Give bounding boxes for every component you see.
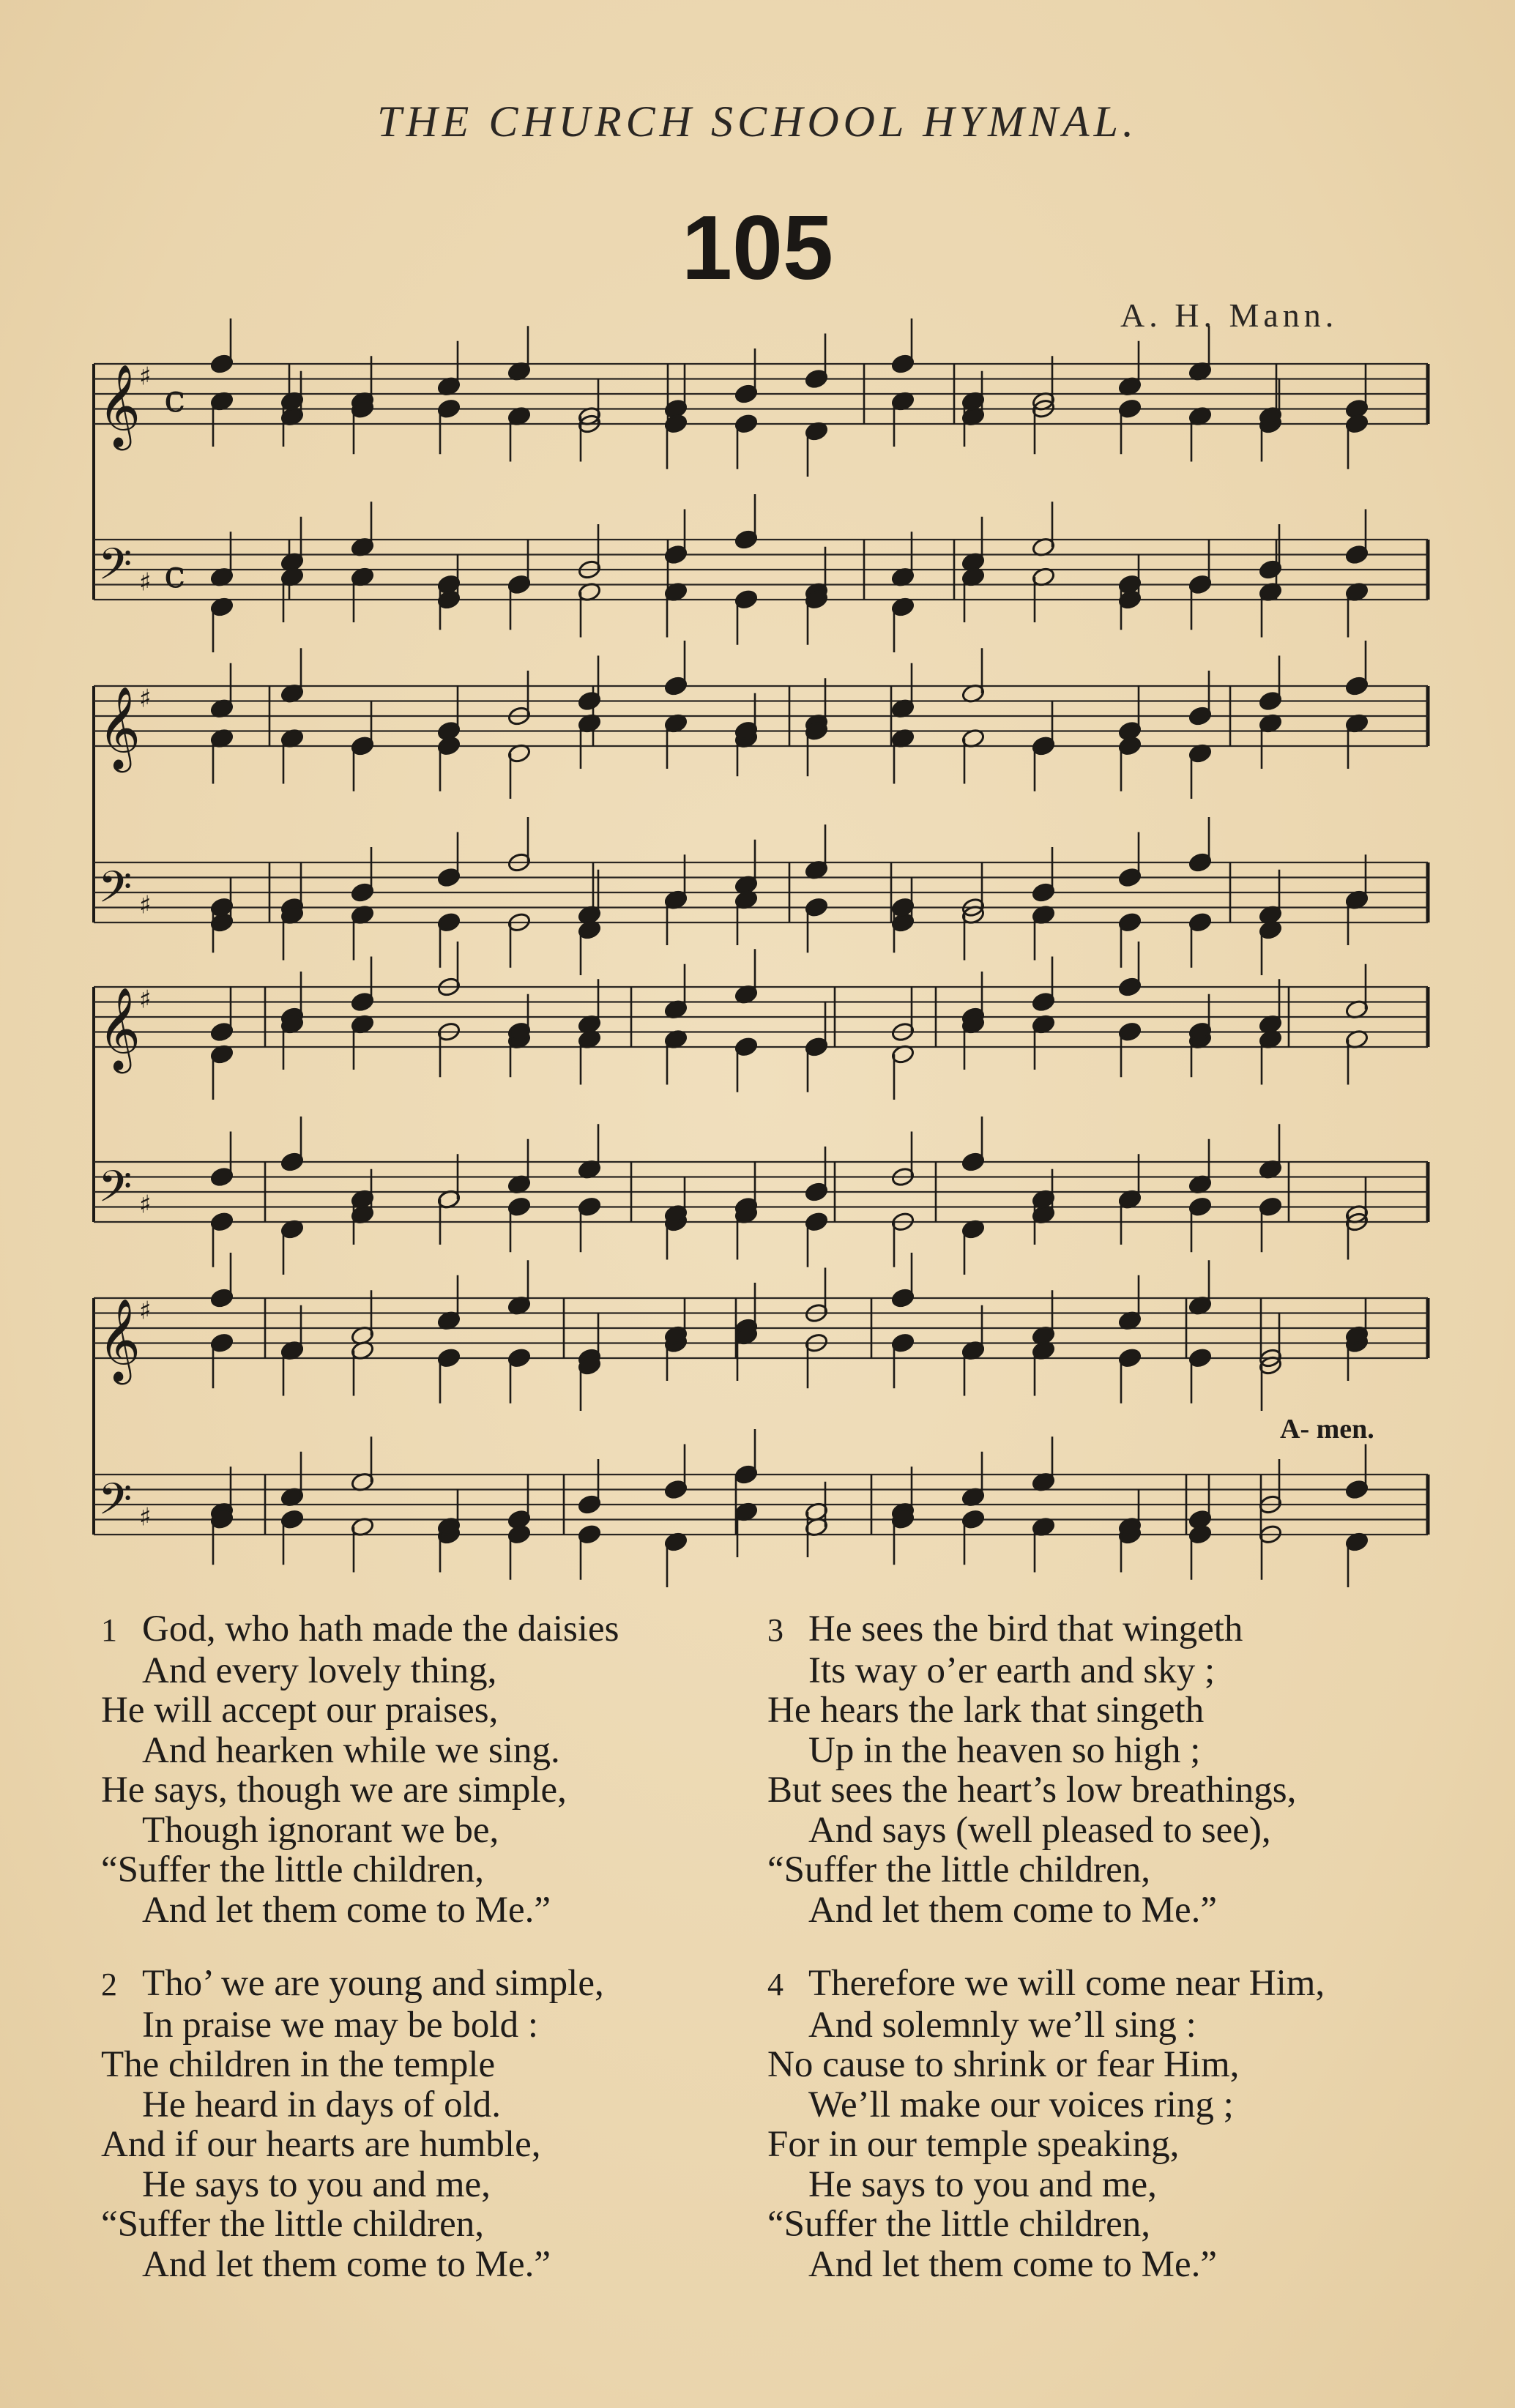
time-signature: c [164,553,186,597]
verse-line [101,2245,604,2285]
verse-text: He says to you and me, [142,2163,491,2205]
verse-text: And let them come to Me.” [808,2243,1218,2285]
verse-line [101,2085,604,2125]
verse-number: 1 [101,1612,117,1648]
verse-text: And let them come to Me.” [808,1889,1218,1931]
verse-text: He sees the bird that wingeth [808,1609,1243,1650]
verse-text: And says (well pleased to see), [808,1809,1271,1851]
verse-line [101,2165,604,2205]
key-signature-sharp: ♯ [139,985,152,1015]
verse-line [767,2204,1325,2245]
verse-line [767,2085,1325,2125]
running-head: THE CHURCH SCHOOL HYMNAL. [376,97,1139,146]
verse-text: And solemnly we’ll sing : [808,2004,1196,2046]
treble-clef: 𝄞 [98,987,141,1070]
verse-line [101,1850,619,1890]
verse-line [101,1691,619,1731]
verse-text: And every lovely thing, [142,1650,497,1691]
verse-line [767,2125,1325,2165]
verse-line [767,1691,1296,1731]
verse-line [767,2005,1325,2046]
verse-text: God, who hath made the daisies [142,1609,619,1650]
verse-text: “Suffer the little children, [101,1849,485,1890]
verse-number: 3 [767,1612,783,1648]
verse-text: We’ll make our voices ring ; [808,2084,1234,2125]
verse-text: Its way o’er earth and sky ; [808,1650,1216,1691]
verse-text: And hearken while we sing. [142,1729,560,1771]
verse-line [767,1770,1296,1811]
key-signature-sharp: ♯ [139,362,152,392]
key-signature-sharp: ♯ [139,567,152,597]
time-signature: c [164,377,186,422]
verse-number: 4 [767,1967,783,2002]
verse-line [101,2005,604,2046]
verse-number: 2 [101,1967,117,2002]
verse-text: And let them come to Me.” [142,2243,551,2285]
verse-line [101,2045,604,2085]
treble-clef: 𝄞 [98,1298,141,1382]
verse-line [767,1811,1296,1851]
verse-line [767,1651,1296,1691]
verse-text: The children in the temple [101,2044,496,2085]
verse-text: He heard in days of old. [142,2084,502,2125]
verse-1 [101,1609,619,1930]
hymn-number: 105 [682,198,833,299]
verse-text: And if our hearts are humble, [101,2124,541,2165]
verse-text: “Suffer the little children, [767,1849,1151,1890]
verse-text: He says, though we are simple, [101,1770,567,1811]
verse-text: Though ignorant we be, [142,1809,499,1851]
verse-line [101,2125,604,2165]
verse-text: He says to you and me, [808,2163,1157,2205]
verse-line [767,1964,1325,2005]
verse-2 [101,1964,604,2284]
verse-text: Therefore we will come near Him, [808,1963,1325,2004]
verse-text: He hears the lark that singeth [767,1690,1205,1731]
verse-line [101,1609,619,1651]
verse-line [767,1850,1296,1890]
key-signature-sharp: ♯ [139,1502,152,1532]
key-signature-sharp: ♯ [139,1190,152,1220]
verse-line [767,1890,1296,1931]
verse-text: But sees the heart’s low breathings, [767,1770,1297,1811]
verse-line [101,1731,619,1771]
amen-label: A- men. [1280,1414,1374,1445]
verse-text: Up in the heaven so high ; [808,1729,1201,1771]
verse-line [767,2245,1325,2285]
verse-line [767,1609,1296,1651]
bass-clef: 𝄢 [98,861,133,923]
treble-clef: 𝄞 [98,364,141,447]
verse-line [101,2204,604,2245]
verse-line [101,1651,619,1691]
verse-text: “Suffer the little children, [767,2204,1151,2245]
verse-text: And let them come to Me.” [142,1889,551,1931]
verse-text: For in our temple speaking, [767,2124,1180,2165]
verse-text: Tho’ we are young and simple, [142,1963,604,2004]
verse-4 [767,1964,1325,2284]
bass-clef: 𝄢 [98,1160,133,1223]
bass-clef: 𝄢 [98,1473,133,1535]
verse-text: In praise we may be bold : [142,2004,539,2046]
verse-text: He will accept our praises, [101,1690,499,1731]
verse-line [767,2045,1325,2085]
verse-line [767,1731,1296,1771]
verse-line [101,1964,604,2005]
key-signature-sharp: ♯ [139,684,152,714]
verse-text: “Suffer the little children, [101,2204,485,2245]
verse-text: No cause to shrink or fear Him, [767,2044,1240,2085]
composer-credit: A. H. Mann. [1120,297,1339,334]
key-signature-sharp: ♯ [139,890,152,920]
verse-line [767,2165,1325,2205]
verse-3 [767,1609,1296,1930]
key-signature-sharp: ♯ [139,1296,152,1326]
verse-line [101,1770,619,1811]
verse-line [101,1811,619,1851]
bass-clef: 𝄢 [98,538,133,600]
treble-clef: 𝄞 [98,686,141,769]
verse-line [101,1890,619,1931]
